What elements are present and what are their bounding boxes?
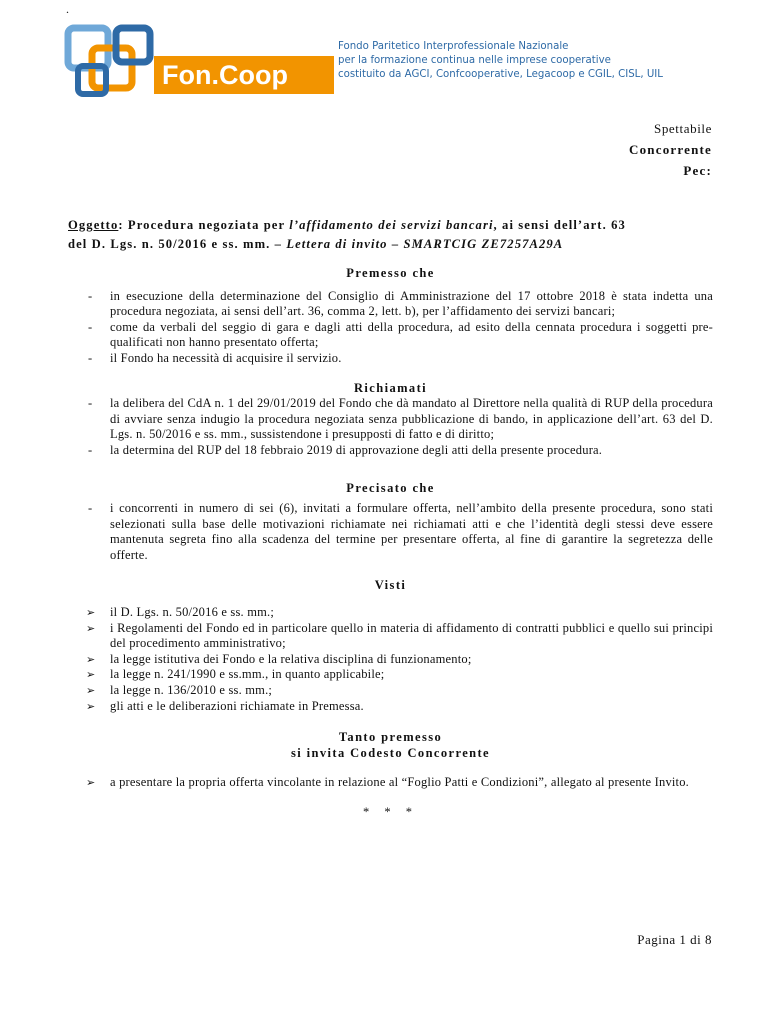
- list-item-text: in esecuzione della determinazione del Consiglio di Amministrazione del 17 ottobre 2018 è stata indetta una procedura negoziata, ai sensi dell’art. 36, comma 2, lett. b), per l’affidamento dei servizi bancari;: [110, 288, 713, 319]
- dash-marker: -: [88, 319, 93, 334]
- subject-text: , ai sensi dell’art. 63: [493, 218, 626, 232]
- subject-label: Oggetto: [68, 218, 119, 232]
- addressee-pec: Pec:: [683, 163, 712, 178]
- subject-italic: Lettera di invito – SMARTCIG ZE7257A29A: [286, 237, 564, 251]
- section-heading-si-invita: si invita Codesto Concorrente: [290, 745, 491, 760]
- list-item-text: come da verbali del seggio di gara e dagli atti della procedura, ad esito della cennata procedura i soggetti pre-qualificati non hanno presentato offerta;: [110, 319, 713, 350]
- list-item-text: la legge n. 241/1990 e ss.mm., in quanto applicabile;: [110, 667, 385, 682]
- subject-text: del D. Lgs. n. 50/2016 e ss. mm. –: [68, 237, 287, 251]
- subject-text: Procedura negoziata per: [127, 218, 290, 232]
- list-item-text: a presentare la propria offerta vincolante in relazione al “Foglio Patti e Condizioni”, allegato al presente Invito.: [110, 775, 690, 790]
- list-item-text: la legge n. 136/2010 e ss. mm.;: [110, 683, 273, 698]
- list-item-text: il D. Lgs. n. 50/2016 e ss. mm.;: [110, 605, 275, 620]
- list-item: [68, 605, 713, 621]
- arrow-bullet-icon: ➢: [86, 652, 96, 666]
- arrow-bullet-icon: ➢: [86, 668, 96, 682]
- list-item: [68, 652, 713, 668]
- fon-coop-logo-icon: [64, 22, 164, 98]
- list-item: [68, 667, 713, 683]
- list-item: [68, 621, 713, 652]
- list-item-text: la determina del RUP del 18 febbraio 2019 di approvazione degli atti della presente procedura.: [110, 442, 603, 457]
- addressee-recipient: Concorrente: [629, 142, 712, 157]
- stray-dot: .: [66, 2, 69, 16]
- foundation-line: per la formazione continua nelle imprese cooperative: [338, 55, 611, 66]
- list-item-text: la legge istitutiva dei Fondo e la relativa disciplina di funzionamento;: [110, 651, 472, 666]
- list-item: [68, 683, 713, 699]
- subject-colon: :: [118, 218, 128, 232]
- foundation-line: Fondo Paritetico Interprofessionale Nazionale: [338, 41, 569, 52]
- section-heading-precisato: Precisato che: [346, 480, 435, 495]
- dash-marker: -: [88, 288, 93, 303]
- list-item: [68, 443, 713, 459]
- dash-marker: -: [88, 350, 93, 365]
- arrow-bullet-icon: ➢: [86, 606, 96, 620]
- list-item-text: il Fondo ha necessità di acquisire il servizio.: [110, 350, 342, 365]
- list-item: [68, 289, 713, 320]
- section-heading-premesso: Premesso che: [346, 266, 435, 280]
- list-item-text: i concorrenti in numero di sei (6), invitati a formulare offerta, nell’ambito della presente procedura, sono stati selezionati sulla base delle motivazioni richiamate nei richiamati atti e che l’identità degli stessi deve essere mantenuta segreta fino alla scadenza del termine per presentare offerta, al fine di garantire la segretezza delle offerte.: [110, 501, 713, 562]
- document-body: [68, 266, 713, 821]
- arrow-bullet-icon: ➢: [86, 621, 96, 635]
- dash-marker: -: [88, 501, 93, 516]
- subject-block: [68, 216, 713, 254]
- arrow-bullet-icon: ➢: [86, 684, 96, 698]
- foundation-line: costituito da AGCI, Confcooperative, Legacoop e CGIL, CISL, UIL: [338, 69, 663, 80]
- arrow-bullet-icon: ➢: [86, 776, 96, 790]
- list-item-text: gli atti e le deliberazioni richiamate in Premessa.: [110, 698, 364, 713]
- section-heading-visti: Visti: [374, 577, 407, 592]
- list-item: [68, 699, 713, 715]
- page-number: Pagina 1 di 8: [637, 932, 712, 947]
- list-item: [68, 501, 713, 563]
- list-item-text: i Regolamenti del Fondo ed in particolare quello in materia di affidamento di contratti pubblici e quello sui principi del procedimento amministrativo;: [110, 620, 713, 651]
- list-item: [68, 351, 713, 367]
- list-item-text: la delibera del CdA n. 1 del 29/01/2019 del Fondo che dà mandato al Direttore nella qualità di RUP della procedura di avviare senza indugio la procedura negoziata senza pubblicazione di bando, in applicazione dell’art. 63 del D. Lgs. n. 50/2016 e ss. mm., sussistendone i presupposti di fatto e di diritto;: [110, 396, 713, 442]
- list-item: [68, 775, 713, 791]
- subject-italic: l’affidamento dei servizi bancari: [289, 218, 494, 232]
- addressee-block: [629, 118, 712, 181]
- foundation-description: [338, 40, 738, 82]
- section-heading-tanto-premesso: Tanto premesso: [338, 730, 443, 745]
- list-item: [68, 320, 713, 351]
- arrow-bullet-icon: ➢: [86, 699, 96, 713]
- dash-marker: -: [88, 442, 93, 457]
- section-separator: * * *: [363, 805, 418, 820]
- dash-marker: -: [88, 396, 93, 411]
- brand-name: Fon.Coop: [154, 56, 334, 94]
- list-item: [68, 396, 713, 443]
- addressee-salutation: Spettabile: [654, 121, 712, 136]
- section-heading-richiamati: Richiamati: [353, 380, 428, 395]
